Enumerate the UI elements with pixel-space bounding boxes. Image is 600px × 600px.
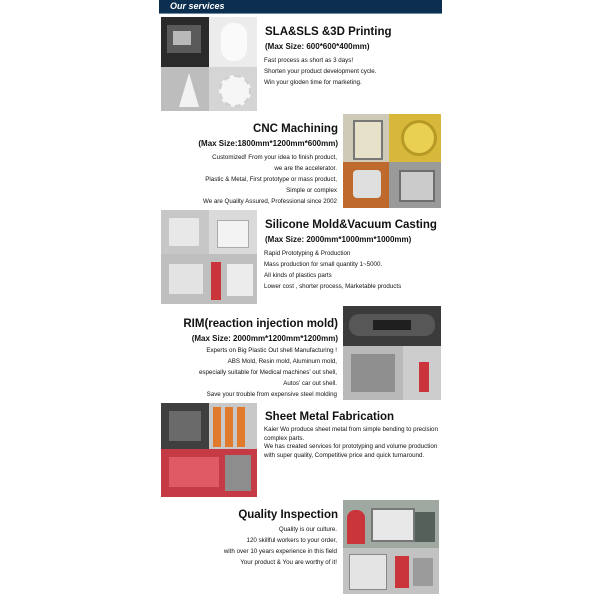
- service-size-cnc: (Max Size:1800mm*1200mm*600mm): [198, 139, 338, 148]
- description-line: Simple or complex: [286, 187, 337, 194]
- service-description-rim: [199, 345, 337, 400]
- service-image-quality-inspection: [343, 500, 439, 594]
- service-image-silicone-mold: [161, 210, 257, 304]
- description-line: 120 skillful workers to your order,: [246, 537, 337, 544]
- service-title-quality-inspection: Quality Inspection: [238, 509, 338, 521]
- section-title: Our services: [170, 1, 225, 11]
- description-line: Lower cost , shorter process, Marketable products: [264, 283, 402, 290]
- service-size-silicone-mold: (Max Size: 2000mm*1000mm*1000mm): [265, 235, 412, 244]
- service-image-rim: [343, 306, 441, 400]
- service-image-sheet-metal: [161, 403, 257, 497]
- description-line: Mass production for small quantity 1~5000.: [264, 261, 383, 268]
- service-image-3d-printing: [161, 17, 257, 111]
- service-description-silicone-mold: [264, 248, 401, 292]
- description-line: ABS Mold, Resin mold, Aluminum mold,: [227, 358, 337, 365]
- service-image-cnc: [343, 114, 441, 208]
- service-description-cnc: [203, 152, 337, 207]
- description-line: Your product & You are worthy of it!: [240, 559, 337, 566]
- description-line: Shorten your product development cycle.: [264, 68, 377, 75]
- description-line: Rapid Prototyping & Production: [264, 250, 351, 257]
- service-description-3d-printing: [264, 55, 376, 88]
- service-title-cnc: CNC Machining: [253, 123, 338, 135]
- description-line: Customized! From your idea to finish product,: [212, 154, 337, 161]
- service-title-3d-printing: SLA&SLS &3D Printing: [265, 26, 392, 38]
- section-header-bar: [159, 0, 442, 14]
- description-line: Win your gloden time for marketing.: [264, 79, 362, 86]
- description-line: Autos' car out shell.: [283, 380, 337, 387]
- service-title-sheet-metal: Sheet Metal Fabrication: [265, 411, 395, 423]
- description-line: especially suitable for Medical machines' out shell,: [198, 369, 337, 376]
- service-size-rim: (Max Size: 2000mm*1200mm*1200mm): [191, 334, 338, 343]
- description-line: Save your trouble from expensive steel molding: [206, 391, 337, 398]
- description-line: Plastic & Metal, First prototype or mass product,: [205, 176, 337, 183]
- description-line: All kinds of plastics parts: [264, 272, 332, 279]
- service-description-quality-inspection: [224, 524, 337, 568]
- description-line: We are Quality Assured, Professional since 2002: [202, 198, 337, 205]
- description-line: Kaier Wo produce sheet metal from simple bending to precision complex parts.: [264, 426, 438, 442]
- service-description-sheet-metal: [264, 426, 440, 460]
- description-line: Experts on Big Plastic Out shell Manufacturing !: [206, 347, 337, 354]
- service-title-silicone-mold: Silicone Mold&Vacuum Casting: [265, 219, 437, 231]
- description-line: with over 10 years experience in this field: [223, 548, 337, 555]
- service-title-rim: RIM(reaction injection mold): [183, 318, 338, 330]
- description-line: We has created services for prototyping and volume production with super quality, Competitive price and quick turnaround.: [264, 443, 438, 459]
- description-line: we are the accelerator.: [274, 165, 337, 172]
- description-line: Quality is our culture.: [278, 526, 337, 533]
- description-line: Fast process as short as 3 days!: [264, 57, 354, 64]
- service-size-3d-printing: (Max Size: 600*600*400mm): [265, 42, 370, 51]
